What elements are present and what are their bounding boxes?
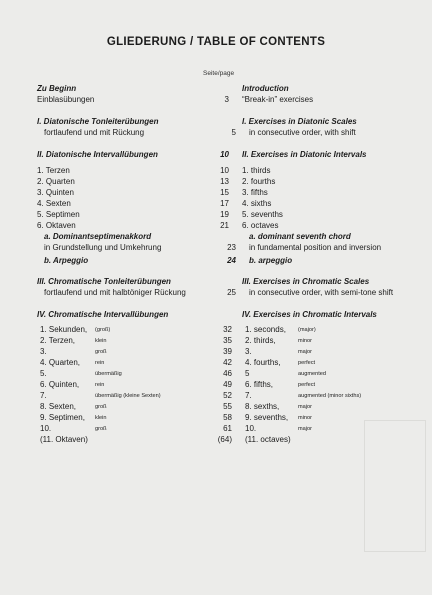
interval-name: 1. Sekunden, (40, 325, 88, 334)
entry-page-number: 5 (231, 128, 236, 137)
interval-quality: minor (298, 415, 312, 421)
chromatic-interval-entry (37, 380, 232, 390)
entry-page-number: 58 (223, 413, 232, 422)
interval-name: 7. (40, 391, 47, 400)
entry-page-number: 52 (223, 391, 232, 400)
left-toc-entry (37, 177, 229, 187)
entry-page-number: 15 (220, 188, 229, 197)
left-toc-entry (37, 310, 229, 320)
chromatic-interval-entry (242, 413, 417, 423)
chromatic-interval-entry (242, 424, 417, 434)
right-toc-entry (242, 188, 414, 198)
entry-title: II. Diatonische Intervallübungen (37, 150, 158, 159)
entry-title: b. Arpeggio (44, 256, 89, 265)
chromatic-interval-entry (242, 347, 417, 357)
interval-quality: klein (95, 338, 107, 344)
page-title: GLIEDERUNG / TABLE OF CONTENTS (106, 36, 326, 48)
interval-quality: major (298, 404, 312, 410)
interval-quality: perfect (298, 360, 316, 366)
interval-name: 9. Septimen, (40, 413, 85, 422)
interval-name: 10. (40, 424, 52, 433)
entry-title: 1. thirds (242, 166, 271, 175)
entry-title: 4. sixths (242, 199, 272, 208)
entry-title: 6. Oktaven (37, 221, 76, 230)
entry-page-number: 32 (223, 325, 232, 334)
interval-name: 5. (40, 369, 47, 378)
entry-page-number: 3 (224, 95, 229, 104)
entry-page-number: 55 (223, 402, 232, 411)
entry-page-number: 21 (220, 221, 229, 230)
left-toc-entry (37, 210, 229, 220)
interval-name: 2. thirds, (245, 336, 276, 345)
interval-quality: perfect (298, 382, 316, 388)
entry-title: 3. Quinten (37, 188, 74, 197)
entry-title: Zu Beginn (37, 84, 77, 93)
chromatic-interval-entry (37, 424, 232, 434)
entry-title: 6. octaves (242, 221, 279, 230)
chromatic-interval-entry (242, 369, 417, 379)
interval-name: 4. fourths, (245, 358, 281, 367)
entry-page-number: 17 (220, 199, 229, 208)
left-toc-entry (37, 232, 236, 242)
entry-title: II. Exercises in Diatonic Intervals (242, 150, 367, 159)
interval-quality: minor (298, 338, 312, 344)
entry-page-number: 61 (223, 424, 232, 433)
right-toc-entry (242, 243, 421, 253)
left-toc-entry (37, 166, 229, 176)
entry-page-number: 42 (223, 358, 232, 367)
entry-title: b. arpeggio (249, 256, 293, 265)
right-toc-entry (242, 210, 414, 220)
interval-quality: augmented (minor sixths) (298, 393, 362, 399)
entry-page-number: 10 (220, 150, 229, 159)
chromatic-interval-entry (242, 325, 417, 335)
left-toc-entry (37, 256, 236, 266)
left-toc-entry (37, 243, 236, 253)
chromatic-interval-entry (242, 358, 417, 368)
chromatic-interval-entry (242, 336, 417, 346)
entry-page-number: 23 (227, 243, 236, 252)
interval-name: 8. sexths, (245, 402, 280, 411)
entry-page-number: 46 (223, 369, 232, 378)
entry-title: 1. Terzen (37, 166, 70, 175)
entry-title: “Break-in” exercises (242, 95, 314, 104)
chromatic-interval-entry (242, 435, 417, 445)
right-toc-entry (242, 310, 414, 320)
entry-title: I. Exercises in Diatonic Scales (242, 117, 357, 126)
interval-name: (11. octaves) (245, 435, 291, 444)
entry-title: IV. Chromatische Intervallübungen (37, 310, 169, 319)
page-column-label: Seite/page (203, 70, 235, 77)
right-toc-entry (242, 84, 414, 94)
interval-quality: übermäßig (kleine Sexten) (95, 393, 161, 399)
chromatic-interval-entry (37, 413, 232, 423)
entry-title: III. Exercises in Chromatic Scales (242, 277, 370, 286)
right-toc-entry (242, 256, 421, 266)
interval-name: 3. (40, 347, 47, 356)
right-toc-entry (242, 95, 414, 105)
entry-page-number: 24 (227, 256, 236, 265)
interval-quality: groß (95, 349, 107, 355)
right-toc-entry (242, 221, 414, 231)
right-toc-entry (242, 277, 414, 287)
entry-title: fortlaufend und mit halbtöniger Rückung (44, 288, 186, 297)
entry-title: fortlaufend und mit Rückung (44, 128, 145, 137)
right-toc-entry (242, 128, 421, 138)
chromatic-interval-entry (37, 391, 232, 401)
interval-name: 1. seconds, (245, 325, 286, 334)
entry-page-number: 25 (227, 288, 236, 297)
chromatic-interval-entry (37, 369, 232, 379)
interval-quality: augmented (298, 371, 326, 377)
interval-name: 4. Quarten, (40, 358, 81, 367)
entry-title: a. Dominantseptimenakkord (44, 232, 152, 241)
chromatic-interval-entry (37, 402, 232, 412)
left-toc-entry (37, 84, 229, 94)
left-toc-entry (37, 150, 229, 160)
entry-title: in fundamental position and inversion (249, 243, 382, 252)
interval-name: 6. fifths, (245, 380, 274, 389)
interval-name: 7. (245, 391, 252, 400)
left-toc-entry (37, 199, 229, 209)
entry-page-number: (64) (217, 435, 232, 444)
interval-quality: rein (95, 382, 105, 388)
entry-title: Introduction (242, 84, 289, 93)
interval-name: 2. Terzen, (40, 336, 75, 345)
interval-name: 10. (245, 424, 257, 433)
left-toc-entry (37, 188, 229, 198)
interval-quality: rein (95, 360, 105, 366)
interval-name: 3. (245, 347, 252, 356)
right-toc-entry (242, 166, 414, 176)
interval-quality: major (298, 426, 312, 432)
left-toc-entry (37, 277, 229, 287)
interval-quality: groß (95, 404, 107, 410)
interval-quality: übermäßig (95, 371, 122, 377)
interval-name: 9. sevenths, (245, 413, 289, 422)
interval-quality: (groß) (95, 327, 111, 333)
chromatic-interval-entry (242, 380, 417, 390)
right-toc-entry (242, 232, 421, 242)
right-toc-entry (242, 117, 414, 127)
interval-name: 6. Quinten, (40, 380, 80, 389)
entry-title: Einblasübungen (37, 95, 95, 104)
entry-title: III. Chromatische Tonleiterübungen (37, 277, 171, 286)
right-toc-entry (242, 199, 414, 209)
entry-title: 2. fourths (242, 177, 276, 186)
entry-title: in consecutive order, with semi-tone shift (249, 288, 394, 297)
entry-page-number: 13 (220, 177, 229, 186)
left-toc-entry (37, 117, 229, 127)
left-toc-entry (37, 128, 236, 138)
entry-title: I. Diatonische Tonleiterübungen (37, 117, 159, 126)
entry-title: a. dominant seventh chord (249, 232, 351, 241)
chromatic-interval-entry (37, 358, 232, 368)
interval-name: 8. Sexten, (40, 402, 77, 411)
chromatic-interval-entry (37, 336, 232, 346)
interval-name: 5 (245, 369, 250, 378)
chromatic-interval-entry (242, 402, 417, 412)
interval-name: (11. Oktaven) (40, 435, 88, 444)
interval-quality: major (298, 349, 312, 355)
entry-title: 3. fifths (242, 188, 268, 197)
entry-page-number: 35 (223, 336, 232, 345)
right-toc-entry (242, 177, 414, 187)
interval-quality: (major) (298, 327, 316, 333)
entry-page-number: 10 (220, 166, 229, 175)
chromatic-interval-entry (37, 347, 232, 357)
entry-title: 2. Quarten (37, 177, 75, 186)
entry-title: 5. sevenths (242, 210, 283, 219)
interval-quality: groß (95, 426, 107, 432)
right-toc-entry (242, 150, 414, 160)
entry-page-number: 39 (223, 347, 232, 356)
entry-page-number: 49 (223, 380, 232, 389)
chromatic-interval-entry (37, 325, 232, 335)
left-toc-entry (37, 288, 236, 298)
right-toc-entry (242, 288, 421, 298)
entry-page-number: 19 (220, 210, 229, 219)
left-toc-entry (37, 221, 229, 231)
interval-quality: klein (95, 415, 107, 421)
entry-title: in consecutive order, with shift (249, 128, 356, 137)
chromatic-interval-entry (37, 435, 232, 445)
entry-title: in Grundstellung und Umkehrung (44, 243, 162, 252)
entry-title: 5. Septimen (37, 210, 80, 219)
entry-title: IV. Exercises in Chromatic Intervals (242, 310, 377, 319)
chromatic-interval-entry (242, 391, 417, 401)
entry-title: 4. Sexten (37, 199, 71, 208)
left-toc-entry (37, 95, 229, 105)
